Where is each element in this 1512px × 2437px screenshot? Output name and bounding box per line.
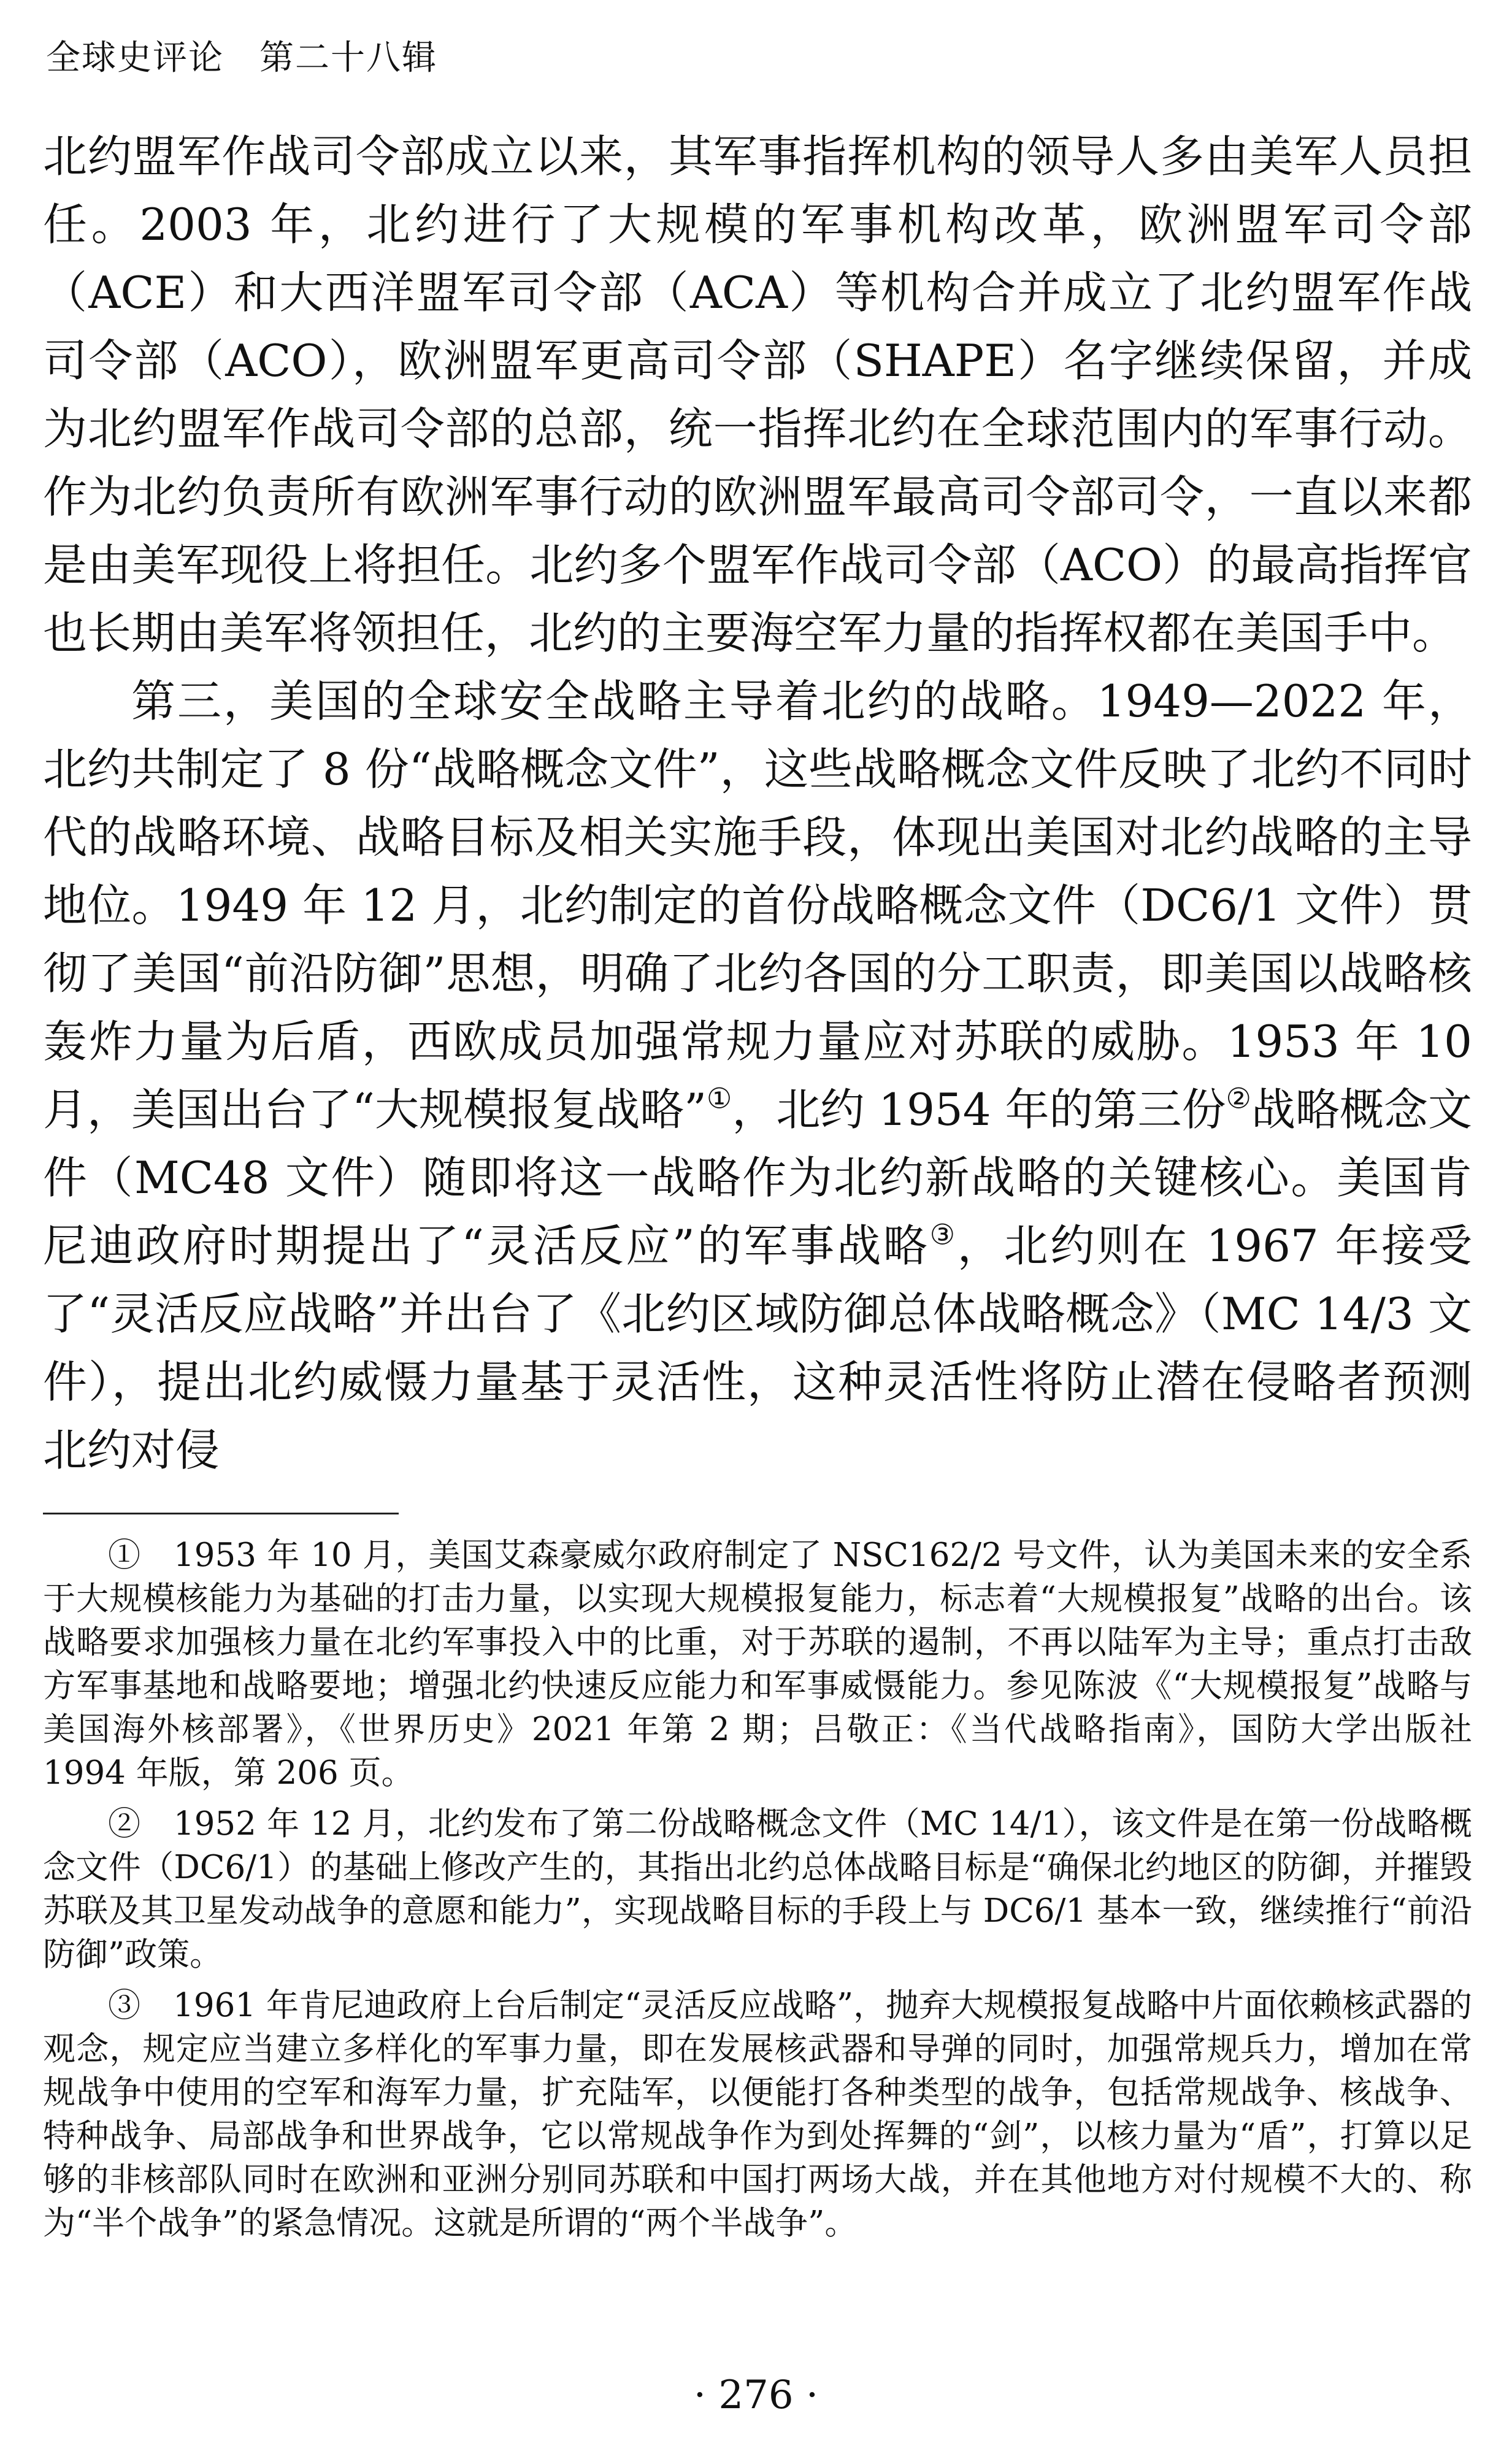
paragraph-2-part-a: 第三，美国的全球安全战略主导着北约的战略。1949—2022 年，北约共制定了 8 份“战略概念文件”，这些战略概念文件反映了北约不同时代的战略环境、战略目标及相关实施手段，体现出美国对北约战略的主导地位。1949 年 12 月，北约制定的首份战略概念文件（DC6/1 文件）贯彻了美国“前沿防御”思想，明确了北约各国的分工职责，即美国以战略核轰炸力量为后盾，西欧成员加强常规力量应对苏联的威胁。1953 年 10 月，美国出台了“大规模报复战略” bbox=[43, 675, 1472, 1135]
footnote-ref-3: ③ bbox=[929, 1218, 957, 1251]
paragraph-2-part-d: ，北约则在 1967 年接受了“灵活反应战略”并出台了《北约区域防御总体战略概念》（MC 14/3 文件），提出北约威慑力量基于灵活性，这种灵活性将防止潜在侵略者预测北约对侵 bbox=[43, 1220, 1472, 1476]
footnote-2: ② 1952 年 12 月，北约发布了第二份战略概念文件（MC 14/1），该文件是在第一份战略概念文件（DC6/1）的基础上修改产生的，其指出北约总体战略目标是“确保北约地区的防御，并摧毁苏联及其卫星发动战争的意愿和能力”，实现战略目标的手段上与 DC6/1 基本一致，继续推行“前沿防御”政策。 bbox=[43, 1805, 1472, 1973]
footnote-1: ① 1953 年 10 月，美国艾森豪威尔政府制定了 NSC162/2 号文件，认为美国未来的安全系于大规模核能力为基础的打击力量，以实现大规模报复能力，标志着“大规模报复”战略的出台。该战略要求加强核力量在北约军事投入中的比重，对于苏联的遏制，不再以陆军为主导；重点打击敌方军事基地和战略要地；增强北约快速反应能力和军事威慑能力。参见陈波《“大规模报复”战略与美国海外核部署》，《世界历史》2021 年第 2 期；吕敬正：《当代战略指南》，国防大学出版社 1994 年版，第 206 页。 bbox=[43, 1537, 1472, 1792]
page-number: · 276 · bbox=[693, 2373, 819, 2418]
paragraph-2-part-b: ，北约 1954 年的第三份 bbox=[732, 1084, 1226, 1135]
footnote-3: ③ 1961 年肯尼迪政府上台后制定“灵活反应战略”，抛弃大规模报复战略中片面依赖核武器的观念，规定应当建立多样化的军事力量，即在发展核武器和导弹的同时，加强常规兵力，增加在常规战争中使用的空军和海军力量，扩充陆军，以便能打各种类型的战争，包括常规战争、核战争、特种战争、局部战争和世界战争，它以常规战争作为到处挥舞的“剑”，以核力量为“盾”，打算以足够的非核部队同时在欧洲和亚洲分别同苏联和中国打两场大战，并在其他地方对付规模不大的、称为“半个战争”的紧急情况。这就是所谓的“两个半战争”。 bbox=[43, 1987, 1472, 2242]
footnote-divider bbox=[43, 1513, 399, 1514]
running-header: 全球史评论 第二十八辑 bbox=[46, 38, 437, 78]
footnotes bbox=[43, 1533, 1472, 2252]
paragraph-1: 北约盟军作战司令部成立以来，其军事指挥机构的领导人多由美军人员担任。2003 年，北约进行了大规模的军事机构改革，欧洲盟军司令部（ACE）和大西洋盟军司令部（ACA）等机构合并成立了北约盟军作战司令部（ACO），欧洲盟军更高司令部（SHAPE）名字继续保留，并成为北约盟军作战司令部的总部，统一指挥北约在全球范围内的军事行动。作为北约负责所有欧洲军事行动的欧洲盟军最高司令部司令，一直以来都是由美军现役上将担任。北约多个盟军作战司令部（ACO）的最高指挥官也长期由美军将领担任，北约的主要海空军力量的指挥权都在美国手中。 bbox=[43, 131, 1472, 659]
footnote-ref-2: ② bbox=[1226, 1081, 1251, 1115]
paragraph-2-part-c: 战略概念文件（MC48 文件）随即将这一战略作为北约新战略的关键核心。美国肯尼迪政府时期提出了“灵活反应”的军事战略 bbox=[43, 1084, 1472, 1272]
paragraph-2 bbox=[43, 667, 1472, 1484]
main-text bbox=[43, 123, 1472, 1484]
footnote-ref-1: ① bbox=[707, 1081, 732, 1115]
